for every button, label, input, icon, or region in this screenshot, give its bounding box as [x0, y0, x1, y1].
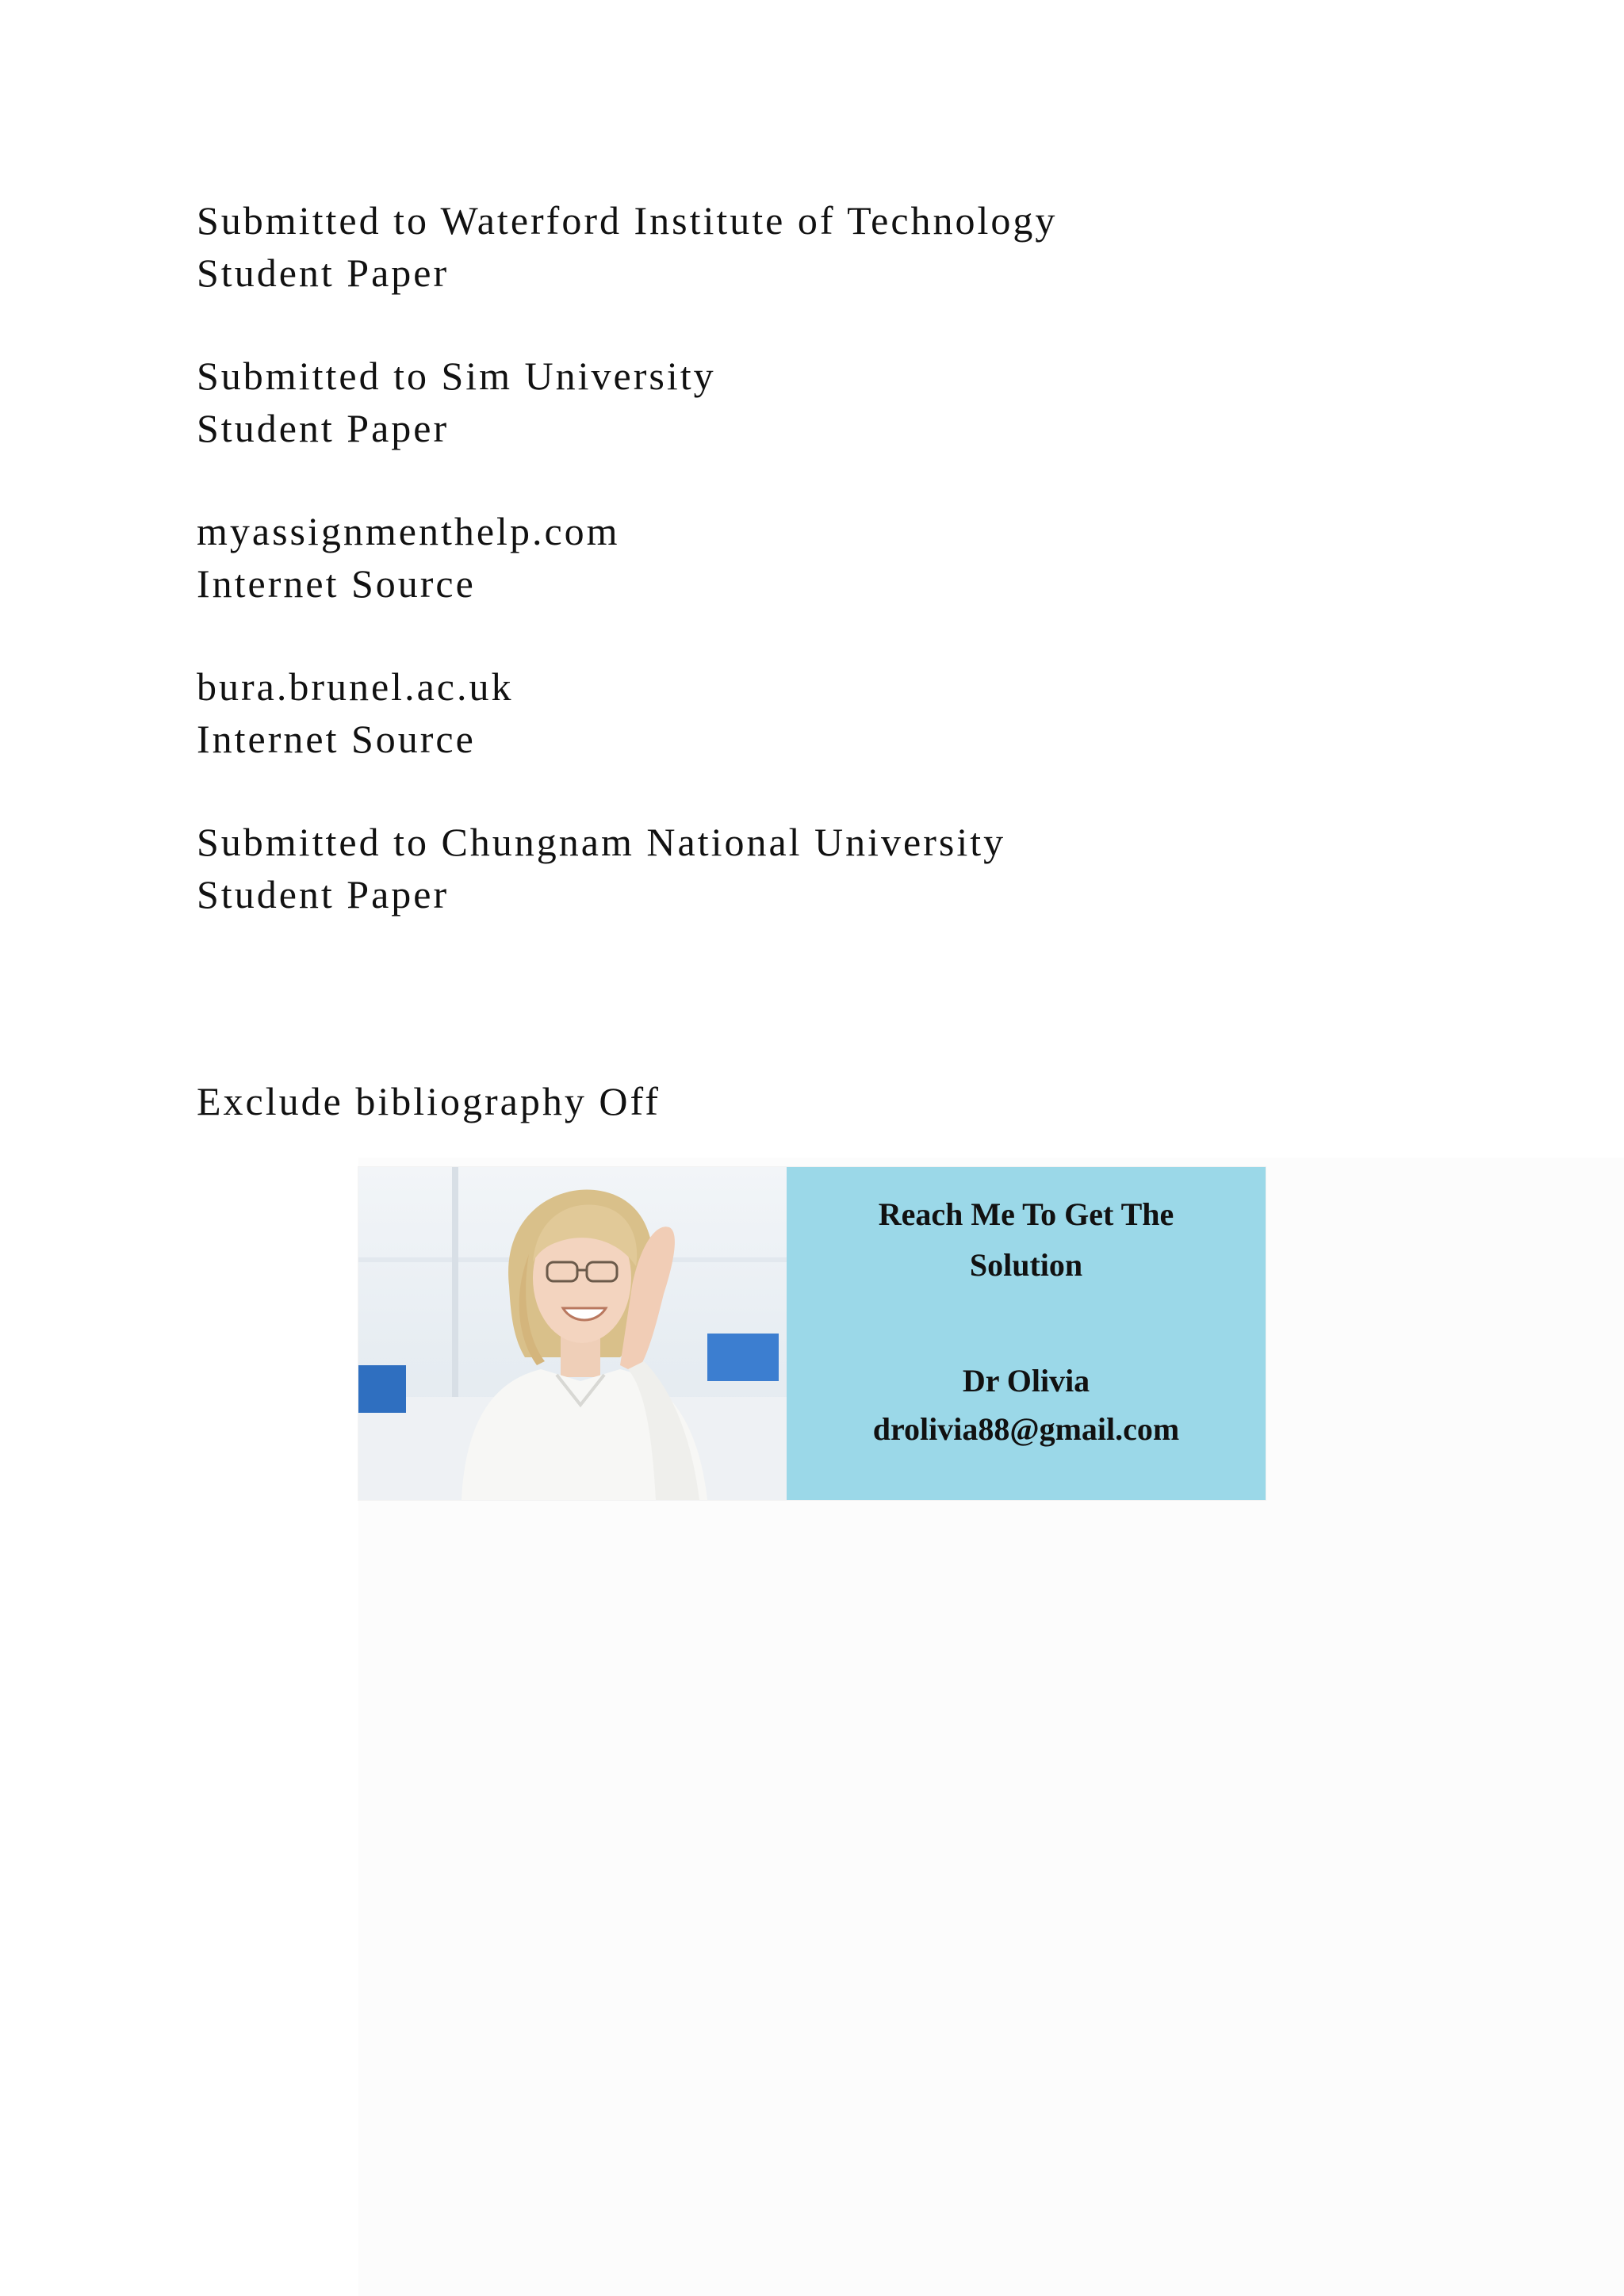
source-3-type: Internet Source	[197, 561, 476, 606]
source-5-name: Submitted to Chungnam National University	[197, 820, 1006, 864]
exclude-bibliography-setting: Exclude bibliography Off	[197, 1079, 661, 1123]
contact-name: Dr Olivia	[962, 1363, 1090, 1399]
source-2-type: Student Paper	[197, 406, 450, 450]
source-4-type: Internet Source	[197, 717, 476, 761]
source-1-type: Student Paper	[197, 251, 450, 295]
source-5-type: Student Paper	[197, 872, 450, 916]
source-1-name: Submitted to Waterford Institute of Technology	[197, 198, 1058, 243]
source-4-name: bura.brunel.ac.uk	[197, 664, 514, 709]
contact-banner[interactable]	[358, 1167, 1266, 1500]
contact-info-panel	[787, 1167, 1266, 1500]
banner-headline-line1: Reach Me To Get The	[878, 1196, 1174, 1232]
contact-email[interactable]: drolivia88@gmail.com	[872, 1411, 1180, 1447]
source-2-name: Submitted to Sim University	[197, 354, 716, 398]
smiling-woman-photo	[358, 1167, 787, 1500]
banner-headline-line2: Solution	[969, 1247, 1083, 1283]
source-3-name: myassignmenthelp.com	[197, 509, 620, 553]
